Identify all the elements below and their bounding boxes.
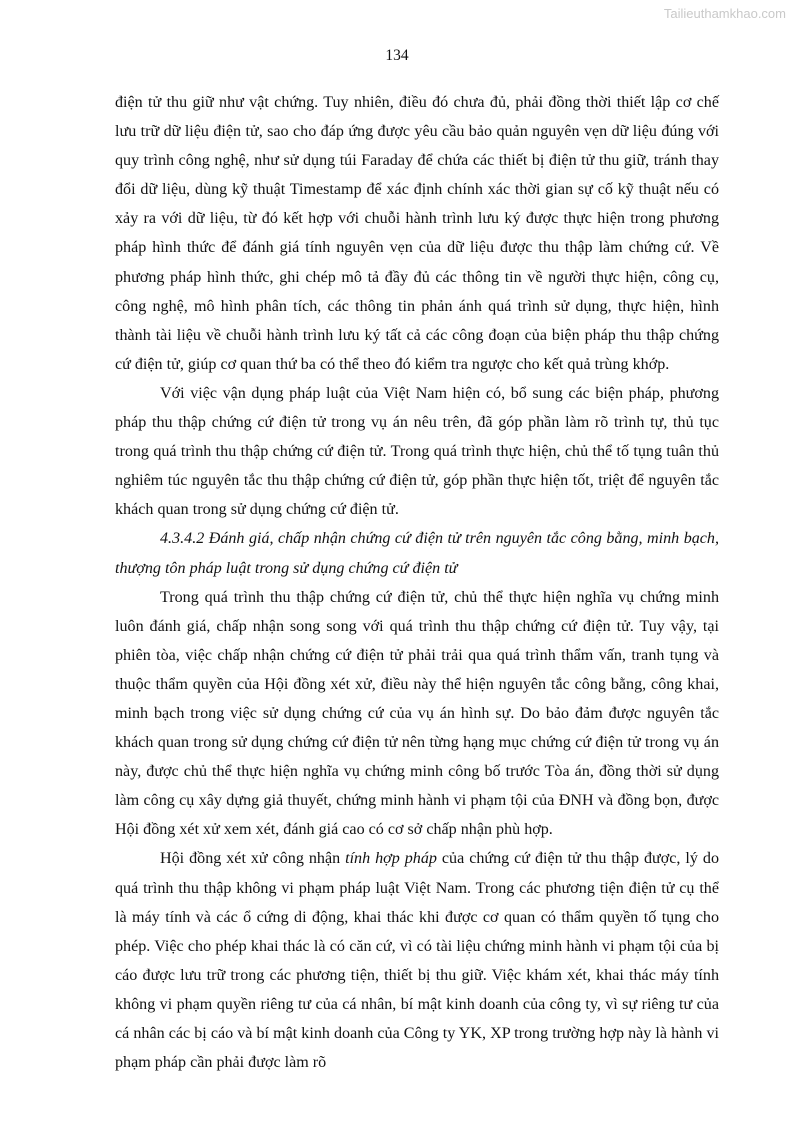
- paragraph-legality: [115, 844, 719, 1077]
- emphasis-legality: tính hợp pháp: [345, 850, 437, 868]
- paragraph-continuation: điện tử thu giữ như vật chứng. Tuy nhiên, điều đó chưa đủ, phải đồng thời thiết lập cơ chế lưu trữ dữ liệu điện tử, sao cho đáp ứng được yêu cầu bảo quản nguyên vẹn dữ liệu đúng với quy trình công nghệ, như sử dụng túi Faraday để chứa các thiết bị điện tử thu giữ, tránh thay đổi dữ liệu, dùng kỹ thuật Timestamp để xác định chính xác thời gian sự cố kỹ thuật nếu có xảy ra với dữ liệu, từ đó kết hợp với chuỗi hành trình lưu ký được thực hiện trong phương pháp hình thức để đánh giá tính nguyên vẹn của dữ liệu được thu thập làm chứng cứ. Về phương pháp hình thức, ghi chép mô tả đầy đủ các thông tin về người thực hiện, công cụ, công nghệ, mô hình phân tích, các thông tin phản ánh quá trình sử dụng, thực hiện, hình thành tài liệu về chuỗi hành trình lưu ký tất cả các công đoạn của biện pháp thu thập chứng cứ điện tử, giúp cơ quan thứ ba có thể theo đó kiểm tra ngược cho kết quả trùng khớp.: [115, 94, 719, 373]
- watermark: Tailieuthamkhao.com: [663, 6, 786, 21]
- paragraph-legal-application: Với việc vận dụng pháp luật của Việt Nam hiện có, bổ sung các biện pháp, phương pháp thu thập chứng cứ điện tử trong vụ án nêu trên, đã góp phần làm rõ trình tự, thủ tục trong quá trình thu thập chứng cứ điện tử. Trong quá trình thực hiện, chủ thể tố tụng tuân thủ nghiêm túc nguyên tắc thu thập chứng cứ điện tử, góp phần thực hiện tốt, triệt để nguyên tắc khách quan trong sử dụng chứng cứ điện tử.: [115, 384, 719, 519]
- section-heading-4-3-4-2: 4.3.4.2 Đánh giá, chấp nhận chứng cứ điện tử trên nguyên tắc công bằng, minh bạch, thượng tôn pháp luật trong sử dụng chứng cứ điện tử: [115, 530, 719, 577]
- paragraph-evaluation: Trong quá trình thu thập chứng cứ điện tử, chủ thể thực hiện nghĩa vụ chứng minh luôn đánh giá, chấp nhận song song với quá trình thu thập chứng cứ điện tử. Tuy vậy, tại phiên tòa, việc chấp nhận chứng cứ điện tử phải trải qua quá trình thẩm vấn, tranh tụng và thuộc thẩm quyền của Hội đồng xét xử, điều này thể hiện nguyên tắc công bằng, công khai, minh bạch trong việc sử dụng chứng cứ của vụ án hình sự. Do bảo đảm được nguyên tắc khách quan trong sử dụng chứng cứ điện tử nên từng hạng mục chứng cứ điện tử trong vụ án này, được chủ thể thực hiện nghĩa vụ chứng minh công bố trước Tòa án, đồng thời sử dụng làm công cụ xây dựng giả thuyết, chứng minh hành vi phạm tội của ĐNH và đồng bọn, được Hội đồng xét xử xem xét, đánh giá cao có cơ sở chấp nhận phù hợp.: [115, 588, 719, 839]
- document-body: [115, 88, 719, 1077]
- paragraph-legality-lead: Hội đồng xét xử công nhận: [160, 850, 346, 868]
- page-number: 134: [385, 47, 409, 64]
- paragraph-legality-rest: của chứng cứ điện tử thu thập được, lý do quá trình thu thập không vi phạm pháp luật Việt Nam. Trong các phương tiện điện tử cụ thể là máy tính và các ổ cứng di động, khai thác khi được cơ quan có thẩm quyền tố tụng cho phép. Việc cho phép khai thác là có căn cứ, vì có tài liệu chứng minh hành vi phạm tội của bị cáo được lưu trữ trong các phương tiện, thiết bị thu giữ. Việc khám xét, khai thác máy tính không vi phạm quyền riêng tư của cá nhân, bí mật kinh doanh của công ty, vì sự riêng tư của cá nhân các bị cáo và bí mật kinh doanh của Công ty YK, XP trong trường hợp này là hành vi phạm pháp cần phải được làm rõ: [115, 850, 719, 1072]
